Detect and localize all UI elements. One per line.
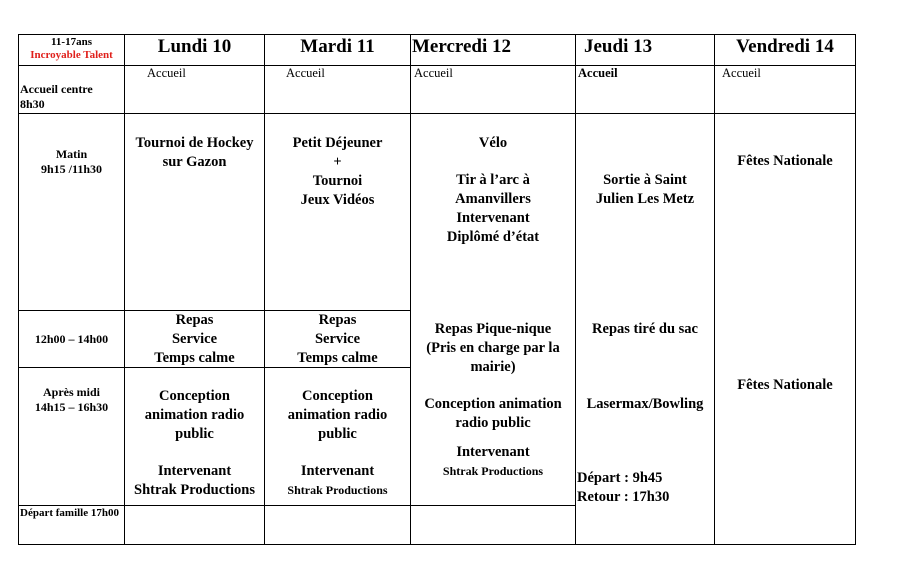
row-label-matin-time: 9h15 /11h30: [40, 162, 103, 176]
apres-mardi-activity: Conception animation radio public Intervenant Shtrak Productions: [287, 388, 388, 497]
matin-mardi-activity: Petit Déjeuner + Tournoi Jeux Vidéos: [292, 135, 383, 208]
group-name: Incroyable Talent: [30, 49, 113, 61]
matin-jeudi-activity: Sortie à Saint Julien Les Metz: [595, 172, 695, 207]
accueil-vendredi: Accueil: [722, 66, 761, 80]
apres-jeudi-depart: Départ : 9h45: [577, 470, 663, 486]
apres-lundi-activity: Conception animation radio public Intervenant Shtrak Productions: [134, 388, 255, 498]
apres-mercredi-activity: Conception animation radio public Intervenant Shtrak Productions: [424, 396, 562, 478]
repas-lundi: Repas Service Temps calme: [154, 312, 235, 366]
apres-jeudi-activity: Lasermax/Bowling: [586, 396, 704, 412]
row-label-matin: Matin: [55, 147, 88, 161]
border-bottom: [18, 544, 856, 545]
row-label-depart: Départ famille 17h00: [20, 507, 119, 519]
border-right: [855, 34, 856, 545]
row-label-repas: 12h00 – 14h00: [34, 332, 109, 346]
repas-jeudi: Repas tiré du sac: [592, 321, 698, 337]
accueil-lundi: Accueil: [147, 66, 186, 80]
repas-mardi: Repas Service Temps calme: [297, 312, 378, 366]
border-top: [18, 34, 856, 35]
apres-vendredi-activity: Fêtes Nationale: [737, 377, 833, 393]
row-label-apres-midi: Après midi: [43, 385, 100, 399]
matin-vendredi-activity: Fêtes Nationale: [737, 153, 833, 169]
accueil-mardi: Accueil: [286, 66, 325, 80]
day-header-vendredi: Vendredi 14: [736, 36, 834, 57]
repas-mercredi: Repas Pique-nique (Pris en charge par la mairie): [426, 321, 560, 375]
matin-mercredi-activity: Vélo Tir à l’arc à Amanvillers Intervenant Diplômé d’état: [446, 135, 540, 245]
day-header-jeudi: Jeudi 13: [584, 36, 653, 57]
matin-lundi-activity: Tournoi de Hockey sur Gazon: [135, 135, 254, 170]
age-range: 11-17ans: [51, 36, 92, 48]
accueil-jeudi: Accueil: [578, 66, 618, 80]
day-header-mercredi: Mercredi 12: [412, 36, 512, 57]
border-col-4: [575, 34, 576, 545]
row-label-apres-midi-time: 14h15 – 16h30: [34, 400, 109, 414]
accueil-mercredi: Accueil: [414, 66, 453, 80]
apres-jeudi-retour: Retour : 17h30: [577, 489, 670, 505]
day-header-lundi: Lundi 10: [157, 36, 232, 57]
border-col-5: [714, 34, 715, 545]
border-left: [18, 34, 19, 545]
row-label-accueil: Accueil centre 8h30: [20, 82, 93, 111]
day-header-mardi: Mardi 11: [300, 36, 375, 57]
border-row-matin: [18, 113, 856, 114]
